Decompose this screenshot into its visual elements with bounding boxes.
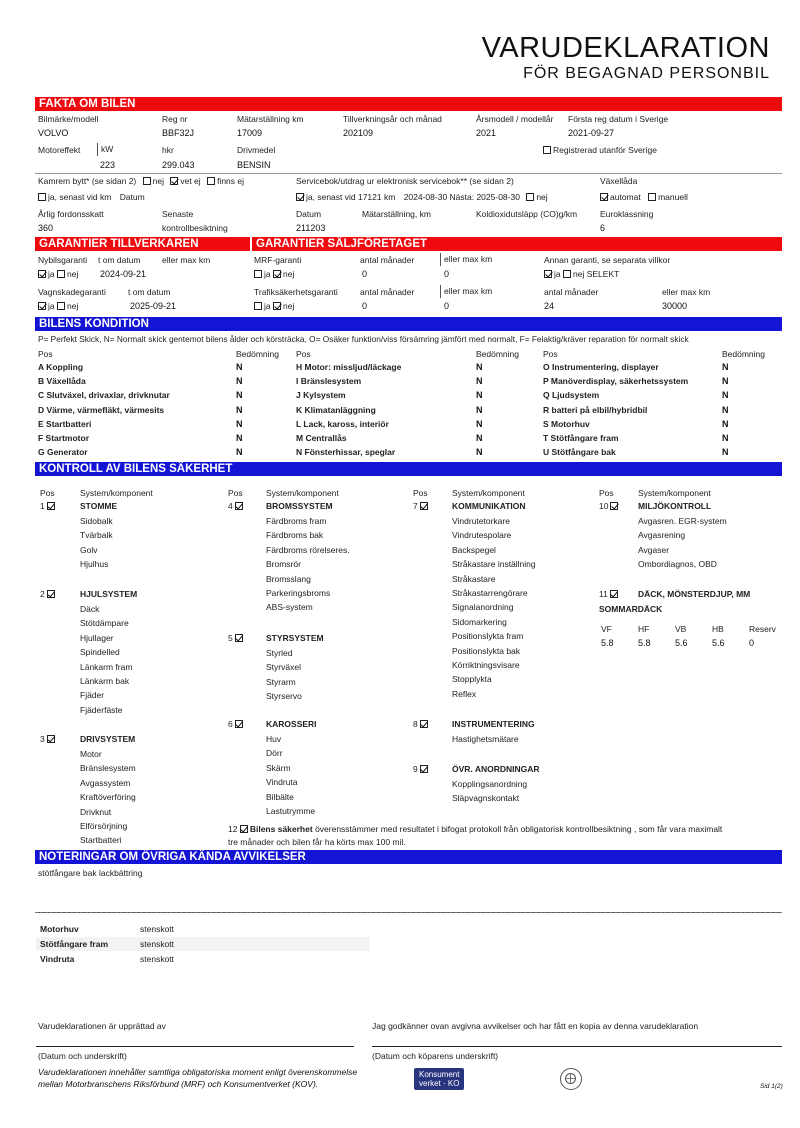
label-datum-besiktning: Datum — [296, 209, 322, 219]
datum-underskrift-label: (Datum och underskrift) — [38, 1051, 127, 1061]
safety-item: Spindelled — [80, 647, 120, 658]
safety-item: Släpvagnskontakt — [452, 793, 520, 804]
kondition-pos-header-3: Pos — [543, 349, 558, 359]
kondition-item: F Startmotor — [38, 433, 89, 443]
safety-item: Fjäder — [80, 690, 105, 701]
label-annan-manader: antal månader — [544, 287, 599, 297]
safety-group-4-check: 4 — [228, 502, 245, 511]
checkbox-safety-3[interactable] — [47, 735, 55, 743]
label-nybil-maxkm: eller max km — [162, 255, 211, 265]
safety-item: Kraftöverföring — [80, 792, 136, 803]
label-mrf-maxkm: eller max km — [440, 253, 492, 266]
checkbox-vagn-ja[interactable] — [38, 302, 46, 310]
kondition-rating: N — [476, 433, 483, 443]
value-tillverkning: 202109 — [343, 128, 374, 138]
value-drivmedel: BENSIN — [237, 160, 271, 170]
safety-item: Reflex — [452, 688, 477, 699]
kondition-rating: N — [722, 362, 729, 372]
kondition-item: H Motor: missljud/läckage — [296, 362, 402, 372]
value-hkr: 299.043 — [162, 160, 195, 170]
safety-item: Positionslykta bak — [452, 645, 521, 656]
kondition-rating: N — [476, 376, 483, 387]
safety-item: Avgasren. EGR-system — [638, 516, 727, 526]
safety-item: Avgaser — [638, 544, 670, 555]
value-regnr: BBF32J — [162, 128, 195, 138]
safety-group-11-check: 11 — [599, 590, 620, 599]
safety-item: Stopplykta — [452, 674, 492, 685]
safety-item: Färdbroms fram — [266, 516, 327, 526]
vagn-ja-nej: ja nej — [38, 302, 78, 311]
safety-group-title: KOMMUNIKATION — [452, 501, 526, 511]
label-vagnskadegaranti: Vagnskadegaranti — [38, 287, 106, 297]
safety-item: Färdbroms rörelseres. — [266, 544, 350, 555]
label-mrf-garanti: MRF-garanti — [254, 255, 302, 265]
safety-item: Tvärbalk — [80, 530, 113, 541]
mrf-ja-nej: ja nej — [254, 270, 294, 279]
section-sakerhet: KONTROLL AV BILENS SÄKERHET — [35, 462, 782, 476]
label-annan-maxkm: eller max km — [662, 287, 711, 297]
section-kondition: BILENS KONDITION — [35, 317, 782, 331]
kondition-rating: N — [476, 362, 483, 372]
checkbox-automat[interactable] — [600, 193, 608, 201]
tire-header: HB — [712, 624, 724, 634]
safety-item: Färdbroms bak — [266, 530, 324, 541]
kondition-rating: N — [722, 418, 729, 429]
kondition-bed-header-3: Bedömning — [722, 349, 766, 359]
safety-group-7-check: 7 — [413, 502, 430, 511]
konsumentverket-logo: Konsument verket · KO — [414, 1068, 464, 1090]
safety-item: Fjäderfäste — [80, 704, 123, 715]
kondition-item: A Koppling — [38, 362, 84, 372]
bilens-sakerhet-statement: 12 Bilens säkerhet överensstämmer med resultatet i bifogat protokoll från obligatorisk kontrollbesiktning , som får vara maximalt — [228, 824, 723, 834]
kondition-rating: N — [236, 433, 243, 443]
value-annan-manader: 24 — [544, 301, 555, 311]
kondition-item: Q Ljudsystem — [543, 390, 600, 401]
document-title: VARUDEKLARATION — [481, 32, 770, 64]
kondition-rating: N — [236, 418, 243, 429]
safety-group-title: DRIVSYSTEM — [80, 734, 136, 744]
safety-group-3-check: 3 — [40, 735, 57, 744]
checkbox-trafik-nej[interactable] — [273, 302, 281, 310]
note-row-value: stenskott — [140, 939, 175, 949]
sak-pos-header-2: Pos — [228, 488, 243, 498]
value-mrf-manader: 0 — [362, 269, 368, 279]
noteringar-text: stötfångare bak lackbättring — [38, 868, 143, 878]
section-garanti-tillverkaren: GARANTIER TILLVERKAREN — [35, 237, 250, 251]
safety-item: Styrled — [266, 648, 293, 658]
label-trafik-manader: antal månader — [360, 287, 415, 297]
kondition-pos-header-1: Pos — [38, 349, 53, 359]
checkbox-safety-5[interactable] — [235, 634, 243, 642]
kondition-rating: N — [722, 376, 729, 387]
tire-value: 0 — [749, 638, 755, 648]
kondition-item: J Kylsystem — [296, 390, 346, 401]
checkbox-safety-9[interactable] — [420, 765, 428, 773]
safety-item: Positionslykta fram — [452, 631, 524, 642]
value-bilmarke: VOLVO — [38, 128, 69, 138]
safety-item: Länkarm fram — [80, 661, 133, 672]
note-row-label: Motorhuv — [40, 924, 79, 934]
safety-item: Hjulhus — [80, 559, 109, 570]
checkbox-safety-2[interactable] — [47, 590, 55, 598]
safety-group-title: HJULSYSTEM — [80, 589, 138, 599]
checkbox-mrf-ja[interactable] — [254, 270, 262, 278]
label-regnr: Reg nr — [162, 114, 188, 124]
sak-pos-header-4: Pos — [599, 488, 614, 498]
safety-item: Startbatteri — [80, 835, 122, 846]
servicebok-values: ja, senast vid 17121 km 2024-08-30 Nästa: 2025-08-30 nej — [296, 193, 548, 202]
value-kw: 223 — [100, 160, 116, 170]
note-row-value: stenskott — [140, 924, 175, 934]
checkbox-item-12[interactable] — [240, 825, 248, 833]
checkbox-kamrem-nej[interactable] — [143, 177, 151, 185]
signature-line-seller[interactable] — [36, 1046, 354, 1047]
section-fakta: FAKTA OM BILEN — [35, 97, 782, 111]
document-subtitle: FÖR BEGAGNAD PERSONBIL — [523, 65, 770, 82]
label-vaxellada: Växellåda — [600, 176, 638, 186]
label-euroklassning: Euroklassning — [600, 209, 654, 219]
safety-item: Huv — [266, 734, 282, 744]
upprattad-av-label: Varudeklarationen är upprättad av — [38, 1021, 166, 1031]
value-fordonsskatt: 360 — [38, 223, 54, 233]
label-kw: kW — [97, 143, 113, 156]
safety-item: Stråkastare inställning — [452, 559, 536, 570]
kondition-rating: N — [236, 390, 243, 401]
label-drivmedel: Drivmedel — [237, 145, 276, 155]
checkbox-nybil-ja[interactable] — [38, 270, 46, 278]
safety-item: Bromsrör — [266, 559, 301, 570]
kondition-rating: N — [236, 404, 243, 415]
safety-group-5-check: 5 — [228, 634, 245, 643]
label-vagn-tom: t om datum — [128, 287, 171, 297]
safety-item: Stråkastare — [452, 573, 496, 584]
note-row-label: Stötfångare fram — [40, 939, 109, 949]
godkanner-label: Jag godkänner ovan avgivna avvikelser och har fått en kopia av denna varudeklaration — [372, 1021, 699, 1031]
kondition-item: L Lack, kaross, interiör — [296, 418, 389, 429]
section-noteringar: NOTERINGAR OM ÖVRIGA KÄNDA AVVIKELSER — [35, 850, 782, 864]
safety-item: ABS-system — [266, 602, 313, 613]
safety-item: Stråkastarrengörare — [452, 588, 528, 598]
nybil-ja-nej: ja nej — [38, 270, 78, 279]
safety-group-title: MILJÖKONTROLL — [638, 501, 712, 511]
tire-header: Reserv — [749, 624, 776, 634]
sak-pos-header-1: Pos — [40, 488, 55, 498]
safety-item: Vindruta — [266, 777, 298, 788]
safety-item: Styrservo — [266, 691, 302, 702]
safety-item: Backspegel — [452, 544, 496, 555]
safety-group-1-check: 1 — [40, 502, 57, 511]
safety-item: Däck — [80, 604, 100, 614]
value-trafik-manader: 0 — [362, 301, 368, 311]
trafik-ja-nej: ja nej — [254, 302, 294, 311]
tire-header: VB — [675, 624, 687, 634]
safety-item: Länkarm bak — [80, 676, 130, 686]
safety-item: Signalanordning — [452, 602, 514, 613]
label-arsmodell: Årsmodell / modellår — [476, 114, 554, 124]
safety-item: Styrväxel — [266, 662, 301, 673]
tire-value: 5.6 — [712, 638, 725, 648]
checkbox-safety-8[interactable] — [420, 720, 428, 728]
checkbox-kamrem-finnsej[interactable] — [207, 177, 215, 185]
registrerad-utanfor[interactable]: Registrerad utanför Sverige — [543, 146, 657, 155]
checkbox-annan-nej[interactable] — [563, 270, 571, 278]
tire-value: 5.8 — [601, 638, 614, 648]
kondition-pos-header-2: Pos — [296, 349, 311, 359]
checkbox-kamrem-vetej[interactable] — [170, 177, 178, 185]
vaxellada-values: automat manuell — [600, 193, 688, 202]
value-euroklassning: 6 — [600, 223, 606, 233]
kondition-item: N Fönsterhissar, speglar — [296, 447, 396, 458]
label-kamrem: Kamrem bytt* (se sidan 2) nej vet ej finns ej — [38, 176, 244, 186]
safety-group-8-check: 8 — [413, 720, 430, 729]
checkbox-safety-4[interactable] — [235, 502, 243, 510]
checkbox-utanfor[interactable] — [543, 146, 551, 154]
checkbox-kamrem-ja[interactable] — [38, 193, 46, 201]
kondition-rating: N — [476, 447, 483, 458]
label-motoreffekt: Motoreffekt — [38, 145, 81, 155]
disclaimer-line-2: mellan Motorbranschens Riksförbund (MRF) och Konsumentverket (KOV). — [38, 1079, 319, 1089]
value-trafik-km: 0 — [444, 301, 450, 311]
kondition-rating: N — [236, 376, 243, 387]
label-kontrollbesiktning: kontrollbesiktning — [162, 223, 228, 233]
kondition-rating: N — [476, 418, 483, 429]
label-matarstallning-besiktning: Mätarställning, km — [362, 209, 431, 219]
kondition-rating: N — [722, 447, 729, 458]
kondition-item: C Slutväxel, drivaxlar, drivknutar — [38, 390, 170, 401]
kondition-item: B Växellåda — [38, 376, 86, 387]
safety-item: Kopplingsanordning — [452, 779, 528, 789]
kondition-item: T Stötfångare fram — [543, 433, 619, 443]
safety-group-10-check: 10 — [599, 502, 620, 511]
kondition-rating: N — [722, 433, 729, 443]
safety-item: Bromsslang — [266, 573, 311, 584]
safety-item: Hastighetsmätare — [452, 734, 519, 744]
label-bilmarke: Bilmärke/modell — [38, 114, 99, 124]
safety-item: Golv — [80, 544, 98, 555]
safety-item: Sidobalk — [80, 516, 113, 526]
checkbox-vagn-nej[interactable] — [57, 302, 65, 310]
value-arsmodell: 2021 — [476, 128, 497, 138]
kondition-rating: N — [236, 447, 243, 458]
safety-group-title: KAROSSERI — [266, 719, 317, 729]
safety-group-title: STYRSYSTEM — [266, 633, 324, 643]
safety-item: Skärm — [266, 762, 291, 773]
safety-item: Styrarm — [266, 676, 296, 687]
safety-group-title: ÖVR. ANORDNINGAR — [452, 764, 540, 774]
annan-ja-nej: ja nej SELEKT — [544, 270, 619, 279]
kondition-bed-header-2: Bedömning — [476, 349, 520, 359]
kondition-legend: P= Perfekt Skick, N= Normalt skick gentemot bilens ålder och körsträcka, O= Osäker funktion/viss försämring jämfört med normalt, F= Felaktig/kräver reparation för normalt skick — [38, 334, 689, 344]
label-senaste: Senaste — [162, 209, 194, 219]
sak-pos-header-3: Pos — [413, 488, 428, 498]
kondition-item: G Generator — [38, 447, 88, 458]
value-forsta-reg: 2021-09-27 — [568, 128, 615, 138]
kondition-item: O Instrumentering, displayer — [543, 362, 659, 372]
bilens-sakerhet-statement-2: tre månader och bilen får ha körts max 100 mil. — [228, 837, 406, 847]
kondition-rating: N — [476, 404, 483, 415]
kondition-bed-header-1: Bedömning — [236, 349, 280, 359]
kondition-rating: N — [722, 404, 729, 415]
safety-item: Bränslesystem — [80, 763, 136, 774]
kondition-rating: N — [722, 390, 729, 401]
kondition-item: M Centrallås — [296, 433, 347, 443]
kondition-item: R batteri på elbil/hybridbil — [543, 404, 648, 415]
safety-group-subtitle: SOMMARDÄCK — [599, 604, 663, 614]
kamrem-ja: ja, senast vid km Datum — [38, 193, 145, 202]
kondition-item: I Bränslesystem — [296, 376, 362, 387]
safety-item: Vindrutespolare — [452, 530, 512, 541]
safety-group-title: DÄCK, MÖNSTERDJUP, MM — [638, 589, 751, 599]
sak-sys-header-1: System/komponent — [80, 488, 153, 498]
label-annan-garanti: Annan garanti, se separata villkor — [544, 255, 671, 265]
sak-sys-header-4: System/komponent — [638, 488, 711, 498]
safety-group-6-check: 6 — [228, 720, 245, 729]
checkbox-safety-1[interactable] — [47, 502, 55, 510]
checkbox-safety-11[interactable] — [610, 590, 618, 598]
kondition-item: P Manöverdisplay, säkerhetssystem — [543, 376, 689, 387]
label-tillverkning: Tillverkningsår och månad — [343, 114, 442, 124]
safety-group-title: INSTRUMENTERING — [452, 719, 535, 729]
safety-group-title: BROMSSYSTEM — [266, 501, 333, 511]
safety-group-2-check: 2 — [40, 590, 57, 599]
value-annan-km: 30000 — [662, 301, 688, 311]
note-row-value: stenskott — [140, 954, 175, 964]
sak-sys-header-2: System/komponent — [266, 488, 339, 498]
label-forsta-reg: Första reg datum i Sverige — [568, 114, 669, 124]
label-trafik-maxkm: eller max km — [440, 285, 492, 298]
tire-header: VF — [601, 624, 612, 634]
checkbox-service-ja[interactable] — [296, 193, 304, 201]
label-hkr: hkr — [162, 145, 174, 155]
kondition-rating: N — [236, 362, 243, 372]
tire-value: 5.6 — [675, 638, 688, 648]
safety-item: Bilbälte — [266, 791, 294, 802]
safety-item: Elförsörjning — [80, 821, 128, 831]
checkbox-annan-ja[interactable] — [544, 270, 552, 278]
safety-item: Hjullager — [80, 632, 114, 643]
tire-value: 5.8 — [638, 638, 651, 648]
safety-item: Parkeringsbroms — [266, 588, 331, 598]
note-row-label: Vindruta — [40, 954, 75, 964]
safety-item: Motor — [80, 749, 102, 759]
mrf-logo-icon — [560, 1068, 582, 1090]
safety-group-title: STOMME — [80, 501, 118, 511]
safety-item: Stötdämpare — [80, 618, 129, 629]
label-nybil-tom: t om datum — [98, 255, 141, 265]
label-matarstallning: Mätarställning km — [237, 114, 304, 124]
kondition-item: D Värme, värmefläkt, värmesits — [38, 404, 165, 415]
checkbox-mrf-nej[interactable] — [273, 270, 281, 278]
signature-line-buyer[interactable] — [372, 1046, 782, 1047]
checkbox-service-nej[interactable] — [526, 193, 534, 201]
tire-header: HF — [638, 624, 650, 634]
checkbox-safety-6[interactable] — [235, 720, 243, 728]
safety-item: Ombordiagnos, OBD — [638, 559, 717, 570]
value-vagn-tom: 2025-09-21 — [130, 301, 177, 311]
safety-item: Avgassystem — [80, 777, 131, 788]
label-mrf-manader: antal månader — [360, 255, 415, 265]
label-trafiksakerhetsgaranti: Trafiksäkerhetsgaranti — [254, 287, 338, 297]
safety-item: Dörr — [266, 748, 283, 759]
disclaimer-line-1: Varudeklarationen innehåller samtliga obligatoriska moment enligt överenskommelse — [38, 1067, 358, 1077]
kondition-rating: N — [476, 390, 483, 401]
page-number: Sid 1(2) — [760, 1083, 783, 1090]
checkbox-safety-7[interactable] — [420, 502, 428, 510]
value-mrf-km: 0 — [444, 269, 450, 279]
label-koldioxid: Koldioxidutsläpp (CO)g/km — [476, 209, 578, 219]
safety-item: Lastutrymme — [266, 806, 316, 816]
safety-item: Sidomarkering — [452, 616, 507, 627]
value-nybil-tom: 2024-09-21 — [100, 269, 147, 279]
kondition-item: E Startbatteri — [38, 418, 92, 429]
sak-sys-header-3: System/komponent — [452, 488, 525, 498]
label-servicebok: Servicebok/utdrag ur elektronisk servicebok** (se sidan 2) — [296, 176, 514, 186]
safety-item: Körriktningsvisare — [452, 660, 520, 670]
safety-group-9-check: 9 — [413, 765, 430, 774]
safety-item: Avgasrening — [638, 530, 686, 541]
kondition-item: S Motorhuv — [543, 418, 590, 429]
kondition-item: U Stötfångare bak — [543, 447, 616, 458]
checkbox-nybil-nej[interactable] — [57, 270, 65, 278]
checkbox-trafik-ja[interactable] — [254, 302, 262, 310]
safety-item: Drivknut — [80, 806, 112, 817]
checkbox-safety-10[interactable] — [610, 502, 618, 510]
safety-item: Vindrutetorkare — [452, 516, 510, 526]
value-datum-besiktning: 211203 — [296, 223, 326, 233]
datum-kopare-label: (Datum och köparens underskrift) — [372, 1051, 499, 1061]
checkbox-manuell[interactable] — [648, 193, 656, 201]
kondition-item: K Klimatanläggning — [296, 404, 376, 415]
label-fordonsskatt: Årlig fordonsskatt — [38, 209, 104, 219]
value-matarstallning: 17009 — [237, 128, 263, 138]
section-garanti-saljforetaget: GARANTIER SÄLJFÖRETAGET — [252, 237, 782, 251]
label-nybilsgaranti: Nybilsgaranti — [38, 255, 88, 265]
